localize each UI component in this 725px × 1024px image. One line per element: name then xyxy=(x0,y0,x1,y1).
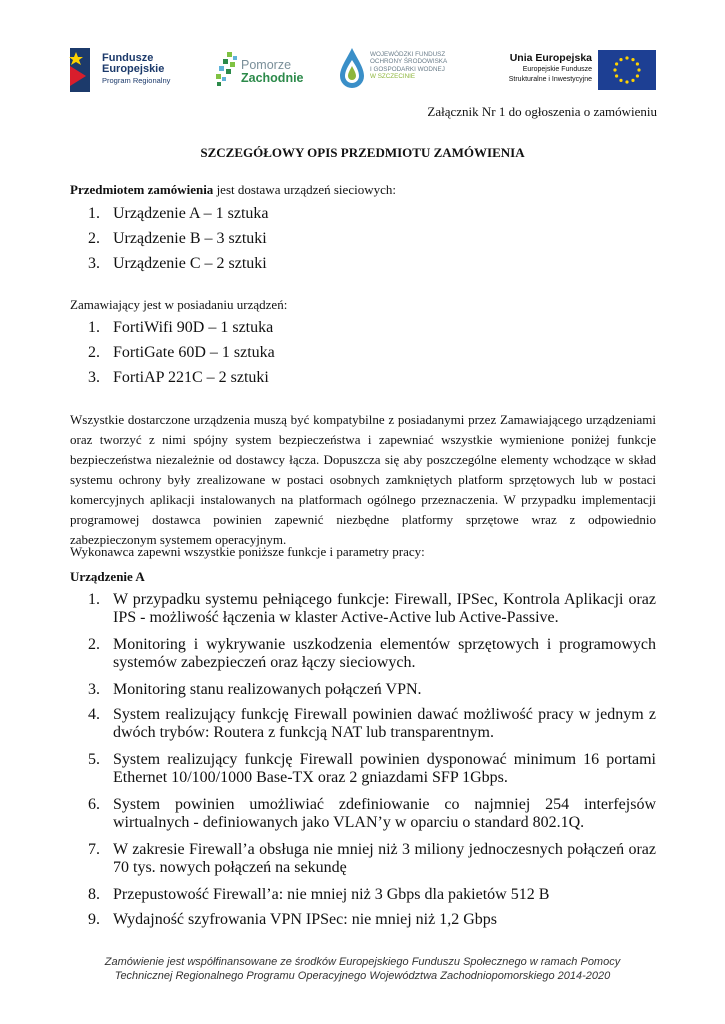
footer xyxy=(0,955,725,983)
fe-line3: Program Regionalny xyxy=(102,76,171,85)
list-item: 1. FortiWifi 90D – 1 sztuka xyxy=(88,319,274,336)
section-a-list xyxy=(88,591,656,936)
wf-line3: I GOSPODARKI WODNEJ xyxy=(370,65,445,73)
devices-list xyxy=(88,205,656,280)
list-item: 3. FortiAP 221C – 2 sztuki xyxy=(88,369,269,386)
compatibility-paragraph: Wszystkie dostarczone urządzenia muszą być kompatybilne z posiadanymi przez Zamawiającego urządzeniami oraz tworzyć z nimi spójny system bezpieczeństwa i zapewniać wszystkie wymienione poniżej funkcje bezpieczeństwa niezależnie od dostawcy łącza. Dopuszcza się aby poszczególne elementy wchodzące w skład systemu ochrony były zrealizowane w postaci osobnych zamkniętych platform sprzętowych lub w postaci komercyjnych aplikacji instalowanych na platformach ogólnego przeznaczenia. W przypadku implementacji programowej dostawca powinien zapewnić niezbędne platformy sprzętowe wraz z odpowiednio zabezpieczonym systemem operacyjnym. xyxy=(70,412,656,547)
intro-bold: Przedmiotem zamówienia xyxy=(70,182,214,197)
pz-line2: Zachodnie xyxy=(241,71,304,85)
list-item: 8. Przepustowość Firewall’a: nie mniej niż 3 Gbps dla pakietów 512 B xyxy=(88,886,550,903)
logo-pomorze-zachodnie xyxy=(213,40,313,102)
list-item: 4. System realizujący funkcję Firewall powinien dawać możliwość pracy w jednym z dwóch trybów: Routera z funkcją NAT lub transparentnym. xyxy=(88,706,656,741)
eu-flag-icon xyxy=(598,50,656,90)
owned-devices-list xyxy=(88,319,656,394)
intro-rest: jest dostawa urządzeń sieciowych: xyxy=(213,182,396,197)
list-item: 2. FortiGate 60D – 1 sztuka xyxy=(88,344,275,361)
list-item: 3. Monitoring stanu realizowanych połączeń VPN. xyxy=(88,681,422,698)
ue-line3: Strukturalne i Inwestycyjne xyxy=(508,76,592,83)
footer-line1: Zamówienie jest współfinansowane ze środków Europejskiego Funduszu Społecznego w ramach Pomocy xyxy=(104,956,621,968)
logo-bar xyxy=(58,40,665,102)
logo-unia-europejska xyxy=(490,40,665,102)
pomorze-zachodnie-icon xyxy=(213,50,241,90)
fe-line2: Europejskie xyxy=(102,63,165,75)
wf-line4: W SZCZECINIE xyxy=(370,73,416,81)
list-item: 6. System powinien umożliwiać zdefiniowanie co najmniej 254 interfejsów wirtualnych - definiowanych jako VLAN’y w oparciu o standard 802.1Q. xyxy=(88,796,656,831)
footer-line2: Technicznej Regionalnego Programu Operacyjnego Województwa Zachodniopomorskiego 2014-2020 xyxy=(114,970,611,982)
wf-line1: WOJEWÓDZKI FUNDUSZ xyxy=(370,51,446,58)
fundusze-europejskie-icon xyxy=(68,48,98,92)
list-item: 2. Urządzenie B – 3 sztuki xyxy=(88,230,267,247)
section-a-heading: Urządzenie A xyxy=(70,569,145,584)
list-item: 9. Wydajność szyfrowania VPN IPSec: nie mniej niż 1,2 Gbps xyxy=(88,911,498,928)
list-item: 7. W zakresie Firewall’a obsługa nie mniej niż 3 miliony jednoczesnych połączeń oraz 70 tys. nowych połączeń na sekundę xyxy=(88,841,656,876)
ue-line1: Unia Europejska xyxy=(509,52,592,64)
list-item: 2. Monitoring i wykrywanie uszkodzenia elementów sprzętowych i programowych systemów zabezpieczeń oraz łączy sieciowych. xyxy=(88,636,656,671)
wf-line2: OCHRONY ŚRODOWISKA xyxy=(370,58,448,66)
pz-line1: Pomorze xyxy=(241,58,292,72)
intro-paragraph xyxy=(70,180,656,200)
list-item: 5. System realizujący funkcję Firewall powinien dysponować minimum 16 portami Ethernet 10/100/1000 Base-TX oraz 2 gniazdami SFP 1Gbps. xyxy=(88,751,656,786)
fe-line1: Fundusze xyxy=(102,52,154,64)
water-drop-icon xyxy=(338,46,366,90)
logo-wfosigw xyxy=(338,40,478,102)
list-item: 1. W przypadku systemu pełniącego funkcje: Firewall, IPSec, Kontrola Aplikacji oraz IPS - możliwość łączenia w klaster Active-Active lub Active-Passive. xyxy=(88,591,656,626)
owned-intro: Zamawiający jest w posiadaniu urządzeń: xyxy=(70,297,288,312)
annex-note: Załącznik Nr 1 do ogłoszenia o zamówieniu xyxy=(427,104,657,119)
list-item: 3. Urządzenie C – 2 sztuki xyxy=(88,255,267,272)
functions-intro: Wykonawca zapewni wszystkie poniższe funkcje i parametry pracy: xyxy=(70,544,425,559)
ue-line2: Europejskie Fundusze xyxy=(522,66,592,73)
logo-fundusze-europejskie xyxy=(68,40,198,102)
document-title: SZCZEGÓŁOWY OPIS PRZEDMIOTU ZAMÓWIENIA xyxy=(200,145,525,160)
list-item: 1. Urządzenie A – 1 sztuka xyxy=(88,205,269,222)
